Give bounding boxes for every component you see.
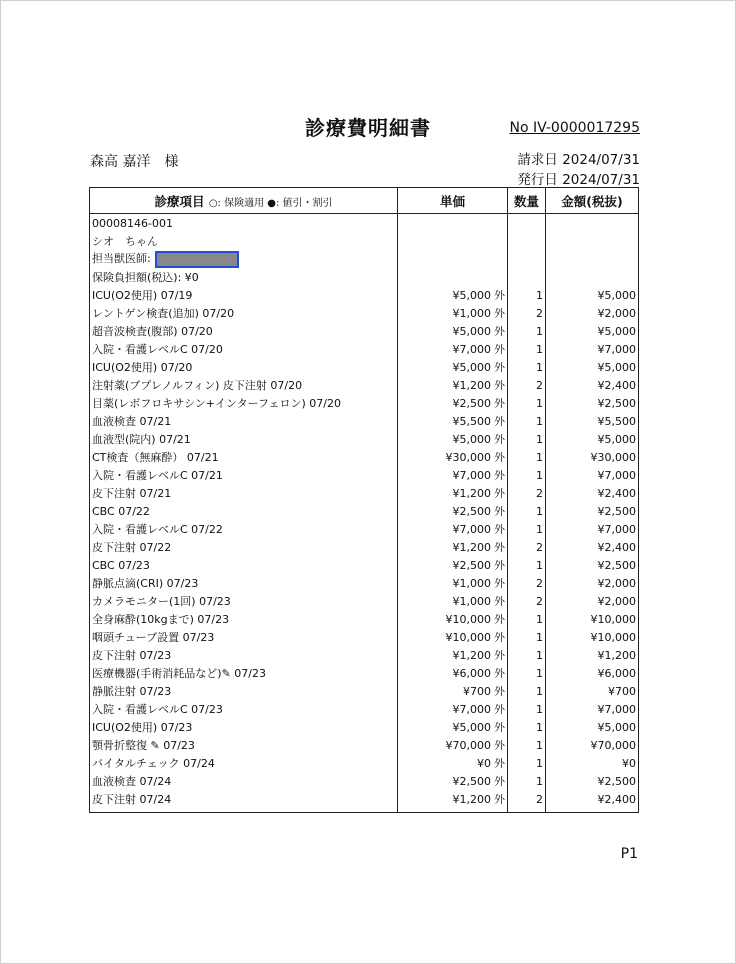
table-row	[90, 682, 639, 700]
price-value: ¥1,200	[452, 793, 491, 806]
tax-mark: 外	[494, 343, 505, 356]
info-row	[90, 268, 639, 286]
price-value: ¥10,000	[445, 613, 491, 626]
document-title: 診療費明細書	[305, 116, 431, 140]
tax-mark: 外	[494, 487, 505, 500]
quantity: 1	[508, 754, 546, 772]
unit-price	[398, 700, 508, 718]
tax-mark: 外	[494, 595, 505, 608]
tax-mark: 外	[494, 451, 505, 464]
tax-mark: 外	[494, 505, 505, 518]
tax-mark: 外	[494, 649, 505, 662]
table-row	[90, 556, 639, 574]
tax-mark: 外	[494, 685, 505, 698]
price-value: ¥70,000	[445, 739, 491, 752]
item-name: ICU(O2使用) 07/23	[90, 718, 398, 736]
unit-price	[398, 430, 508, 448]
item-name: 血液検査 07/24	[90, 772, 398, 790]
tax-mark: 外	[494, 793, 505, 806]
price-value: ¥1,200	[452, 379, 491, 392]
item-name: 皮下注射 07/23	[90, 646, 398, 664]
table-row	[90, 448, 639, 466]
unit-price	[398, 556, 508, 574]
quantity: 1	[508, 682, 546, 700]
client-name: 森高 嘉洋 様	[90, 154, 179, 170]
item-name: 静脈注射 07/23	[90, 682, 398, 700]
unit-price	[398, 484, 508, 502]
item-name: 医療機器(手術消耗品など)✎ 07/23	[90, 664, 398, 682]
table-row	[90, 412, 639, 430]
unit-price	[398, 736, 508, 754]
price-value: ¥7,000	[452, 523, 491, 536]
header-qty: 数量	[508, 188, 546, 214]
header-amount: 金額(税抜)	[546, 188, 639, 214]
price-value: ¥700	[463, 685, 491, 698]
amount: ¥7,000	[546, 520, 639, 538]
amount: ¥2,500	[546, 394, 639, 412]
quantity: 2	[508, 304, 546, 322]
tax-mark: 外	[494, 667, 505, 680]
item-name: 注射薬(ブプレノルフィン) 皮下注射 07/20	[90, 376, 398, 394]
price-value: ¥0	[477, 757, 491, 770]
info-row	[90, 214, 639, 233]
quantity: 2	[508, 376, 546, 394]
redacted-vet-name	[155, 251, 239, 268]
table-row	[90, 772, 639, 790]
unit-price	[398, 646, 508, 664]
quantity: 1	[508, 412, 546, 430]
tax-mark: 外	[494, 703, 505, 716]
quantity: 1	[508, 466, 546, 484]
price-value: ¥5,000	[452, 361, 491, 374]
table-row	[90, 718, 639, 736]
table-row	[90, 484, 639, 502]
amount: ¥2,000	[546, 592, 639, 610]
quantity: 1	[508, 736, 546, 754]
item-name: 入院・看護レベルC 07/22	[90, 520, 398, 538]
tax-mark: 外	[494, 307, 505, 320]
table-header-row	[90, 188, 639, 214]
invoice-date-label: 請求日	[517, 152, 558, 168]
unit-price	[398, 304, 508, 322]
price-value: ¥5,000	[452, 721, 491, 734]
amount: ¥2,400	[546, 376, 639, 394]
item-name: 皮下注射 07/22	[90, 538, 398, 556]
tax-mark: 外	[494, 613, 505, 626]
tax-mark: 外	[494, 577, 505, 590]
header-price: 単価	[398, 188, 508, 214]
price-value: ¥1,200	[452, 487, 491, 500]
item-name: 入院・看護レベルC 07/23	[90, 700, 398, 718]
copay-amount: 保険負担額(税込): ¥0	[90, 268, 398, 286]
record-number: 00008146-001	[90, 214, 398, 233]
unit-price	[398, 754, 508, 772]
table-row	[90, 700, 639, 718]
header-item	[90, 188, 398, 214]
quantity: 1	[508, 322, 546, 340]
quantity: 1	[508, 394, 546, 412]
item-name: 咽頭チューブ設置 07/23	[90, 628, 398, 646]
table-row	[90, 394, 639, 412]
unit-price	[398, 592, 508, 610]
price-value: ¥5,000	[452, 325, 491, 338]
tax-mark: 外	[494, 397, 505, 410]
item-name: 入院・看護レベルC 07/20	[90, 340, 398, 358]
tax-mark: 外	[494, 559, 505, 572]
table-row	[90, 592, 639, 610]
unit-price	[398, 520, 508, 538]
price-value: ¥7,000	[452, 703, 491, 716]
amount: ¥2,400	[546, 538, 639, 556]
table-row	[90, 466, 639, 484]
unit-price	[398, 466, 508, 484]
item-name: 超音波検査(腹部) 07/20	[90, 322, 398, 340]
amount: ¥0	[546, 754, 639, 772]
unit-price	[398, 358, 508, 376]
table-row	[90, 304, 639, 322]
quantity: 2	[508, 592, 546, 610]
issue-date-label: 発行日	[517, 172, 558, 188]
amount: ¥7,000	[546, 466, 639, 484]
quantity: 1	[508, 646, 546, 664]
table-row	[90, 376, 639, 394]
item-name: CBC 07/23	[90, 556, 398, 574]
amount: ¥6,000	[546, 664, 639, 682]
tax-mark: 外	[494, 469, 505, 482]
quantity: 1	[508, 358, 546, 376]
tax-mark: 外	[494, 631, 505, 644]
price-value: ¥1,200	[452, 649, 491, 662]
table-row	[90, 574, 639, 592]
price-value: ¥7,000	[452, 469, 491, 482]
unit-price	[398, 286, 508, 304]
amount: ¥5,000	[546, 358, 639, 376]
price-value: ¥2,500	[452, 505, 491, 518]
tax-mark: 外	[494, 325, 505, 338]
info-row	[90, 250, 639, 268]
tax-mark: 外	[494, 361, 505, 374]
tax-mark: 外	[494, 541, 505, 554]
table-row	[90, 286, 639, 304]
info-row	[90, 232, 639, 250]
table-row	[90, 790, 639, 813]
amount: ¥2,500	[546, 772, 639, 790]
price-value: ¥2,500	[452, 775, 491, 788]
item-name: 血液型(院内) 07/21	[90, 430, 398, 448]
tax-mark: 外	[494, 379, 505, 392]
amount: ¥5,000	[546, 718, 639, 736]
amount: ¥5,000	[546, 430, 639, 448]
unit-price	[398, 448, 508, 466]
tax-mark: 外	[494, 289, 505, 302]
quantity: 1	[508, 340, 546, 358]
quantity: 1	[508, 430, 546, 448]
price-value: ¥5,000	[452, 289, 491, 302]
document-number: No IV-0000017295	[509, 120, 640, 136]
quantity: 1	[508, 610, 546, 628]
quantity: 1	[508, 718, 546, 736]
quantity: 1	[508, 448, 546, 466]
table-row	[90, 430, 639, 448]
price-value: ¥1,200	[452, 541, 491, 554]
date-block	[517, 150, 640, 190]
invoice-date	[517, 150, 640, 170]
quantity: 1	[508, 286, 546, 304]
price-value: ¥7,000	[452, 343, 491, 356]
unit-price	[398, 394, 508, 412]
table-row	[90, 664, 639, 682]
item-name: ICU(O2使用) 07/19	[90, 286, 398, 304]
issue-date-value: 2024/07/31	[562, 172, 640, 188]
tax-mark: 外	[494, 523, 505, 536]
item-name: ICU(O2使用) 07/20	[90, 358, 398, 376]
table-row	[90, 538, 639, 556]
item-name: 入院・看護レベルC 07/21	[90, 466, 398, 484]
tax-mark: 外	[494, 433, 505, 446]
amount: ¥1,200	[546, 646, 639, 664]
item-name: CBC 07/22	[90, 502, 398, 520]
price-value: ¥5,000	[452, 433, 491, 446]
item-name: カメラモニター(1回) 07/23	[90, 592, 398, 610]
amount: ¥7,000	[546, 340, 639, 358]
unit-price	[398, 610, 508, 628]
quantity: 1	[508, 628, 546, 646]
unit-price	[398, 340, 508, 358]
unit-price	[398, 538, 508, 556]
item-name: 皮下注射 07/21	[90, 484, 398, 502]
price-value: ¥1,000	[452, 307, 491, 320]
item-name: 目薬(レボフロキサシン+インターフェロン) 07/20	[90, 394, 398, 412]
quantity: 1	[508, 556, 546, 574]
item-name: レントゲン検査(追加) 07/20	[90, 304, 398, 322]
unit-price	[398, 790, 508, 813]
item-name: 血液検査 07/21	[90, 412, 398, 430]
tax-mark: 外	[494, 775, 505, 788]
price-value: ¥2,500	[452, 559, 491, 572]
quantity: 2	[508, 484, 546, 502]
quantity: 1	[508, 502, 546, 520]
amount: ¥10,000	[546, 610, 639, 628]
amount: ¥5,000	[546, 322, 639, 340]
amount: ¥2,500	[546, 556, 639, 574]
amount: ¥2,000	[546, 574, 639, 592]
amount: ¥2,400	[546, 484, 639, 502]
amount: ¥10,000	[546, 628, 639, 646]
unit-price	[398, 664, 508, 682]
header-legend: ○: 保険適用 ●: 値引・割引	[208, 197, 333, 209]
items-table	[89, 187, 639, 813]
header-item-label: 診療項目	[154, 193, 205, 209]
quantity: 1	[508, 520, 546, 538]
unit-price	[398, 376, 508, 394]
unit-price	[398, 574, 508, 592]
tax-mark: 外	[494, 739, 505, 752]
price-value: ¥30,000	[445, 451, 491, 464]
invoice-date-value: 2024/07/31	[562, 152, 640, 168]
tax-mark: 外	[494, 757, 505, 770]
item-name: バイタルチェック 07/24	[90, 754, 398, 772]
item-name: CT検査（無麻酔） 07/21	[90, 448, 398, 466]
pet-name: シオ ちゃん	[90, 232, 398, 250]
amount: ¥70,000	[546, 736, 639, 754]
price-value: ¥10,000	[445, 631, 491, 644]
price-value: ¥1,000	[452, 595, 491, 608]
quantity: 2	[508, 790, 546, 813]
unit-price	[398, 718, 508, 736]
page-number: P1	[620, 846, 638, 862]
amount: ¥2,500	[546, 502, 639, 520]
quantity: 1	[508, 772, 546, 790]
unit-price	[398, 412, 508, 430]
price-value: ¥6,000	[452, 667, 491, 680]
quantity: 2	[508, 538, 546, 556]
price-value: ¥2,500	[452, 397, 491, 410]
amount: ¥2,000	[546, 304, 639, 322]
table-row	[90, 340, 639, 358]
table-row	[90, 646, 639, 664]
amount: ¥5,500	[546, 412, 639, 430]
amount: ¥7,000	[546, 700, 639, 718]
table-row	[90, 358, 639, 376]
table-row	[90, 610, 639, 628]
item-name: 静脈点滴(CRI) 07/23	[90, 574, 398, 592]
unit-price	[398, 502, 508, 520]
table-row	[90, 520, 639, 538]
tax-mark: 外	[494, 721, 505, 734]
quantity: 2	[508, 574, 546, 592]
vet-row	[90, 250, 398, 268]
item-name: 皮下注射 07/24	[90, 790, 398, 813]
amount: ¥2,400	[546, 790, 639, 813]
amount: ¥5,000	[546, 286, 639, 304]
quantity: 1	[508, 700, 546, 718]
vet-label: 担当獣医師:	[92, 252, 151, 266]
table-row	[90, 736, 639, 754]
unit-price	[398, 628, 508, 646]
unit-price	[398, 772, 508, 790]
unit-price	[398, 322, 508, 340]
item-name: 全身麻酔(10kgまで) 07/23	[90, 610, 398, 628]
amount: ¥700	[546, 682, 639, 700]
tax-mark: 外	[494, 415, 505, 428]
table-row	[90, 754, 639, 772]
table-row	[90, 322, 639, 340]
table-row	[90, 502, 639, 520]
price-value: ¥5,500	[452, 415, 491, 428]
unit-price	[398, 682, 508, 700]
amount: ¥30,000	[546, 448, 639, 466]
price-value: ¥1,000	[452, 577, 491, 590]
table-row	[90, 628, 639, 646]
quantity: 1	[508, 664, 546, 682]
item-name: 顎骨折整復 ✎ 07/23	[90, 736, 398, 754]
